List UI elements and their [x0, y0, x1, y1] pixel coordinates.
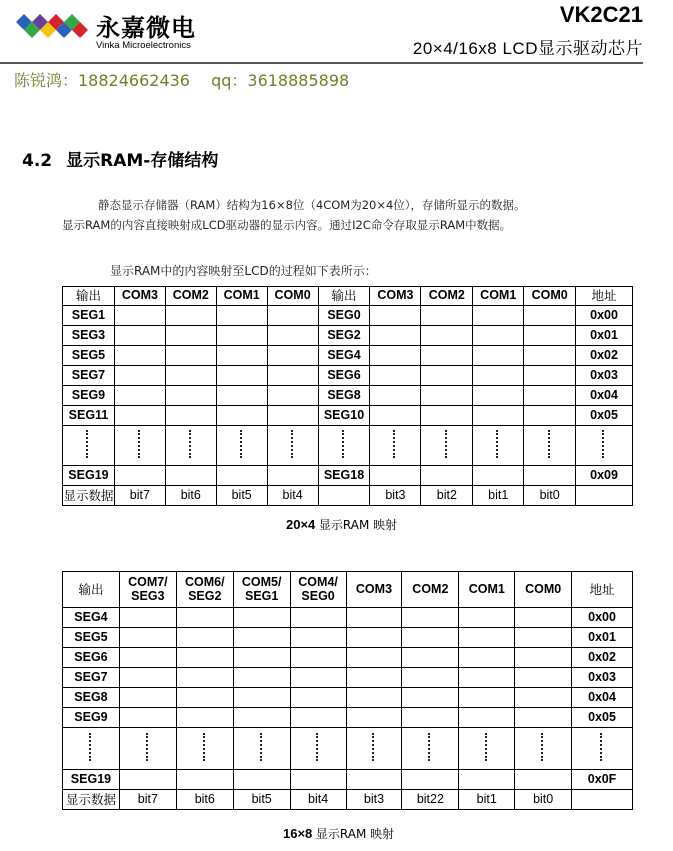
- header-cell: COM3: [370, 287, 421, 306]
- caption-number: 20×4: [286, 517, 316, 532]
- seg-cell: SEG19: [63, 466, 115, 486]
- vertical-ellipsis-icon: [203, 733, 207, 761]
- seg-cell: SEG3: [63, 326, 115, 346]
- vertical-ellipsis-icon: [316, 733, 320, 761]
- bit-cell: bit4: [267, 486, 318, 506]
- bit-cell: bit22: [402, 790, 459, 810]
- table-row: [63, 608, 633, 628]
- header-cell: COM5/ SEG1: [233, 572, 290, 608]
- bit-cell: bit6: [176, 790, 233, 810]
- paragraph-1: 静态显示存储器（RAM）结构为16×8位（4COM为20×4位），存储所显示的数据。: [98, 198, 526, 212]
- ellipsis-row: [63, 728, 633, 770]
- bit-cell: bit6: [165, 486, 216, 506]
- bit-cell: bit0: [524, 486, 576, 506]
- caption-text: 显示RAM 映射: [318, 518, 398, 532]
- vertical-ellipsis-icon: [541, 733, 545, 761]
- table-row: [63, 668, 633, 688]
- header-cell: 地址: [576, 287, 633, 306]
- header-cell: 输出: [63, 572, 120, 608]
- vertical-ellipsis-icon: [86, 430, 90, 458]
- bit-cell: bit4: [290, 790, 346, 810]
- header-cell: COM7/ SEG3: [119, 572, 176, 608]
- vertical-ellipsis-icon: [189, 430, 193, 458]
- table-row: [63, 386, 633, 406]
- address-cell: 0x09: [576, 466, 633, 486]
- header-cell: 输出: [318, 287, 370, 306]
- table-row: [63, 406, 633, 426]
- vertical-ellipsis-icon: [600, 733, 604, 761]
- header-cell: COM1: [216, 287, 267, 306]
- seg-cell: SEG4: [63, 608, 120, 628]
- bit-cell: bit0: [515, 790, 572, 810]
- address-cell: 0x00: [576, 306, 633, 326]
- ellipsis-row: [63, 426, 633, 466]
- address-cell: 0x02: [572, 648, 633, 668]
- bit-cell: bit5: [216, 486, 267, 506]
- seg-cell: SEG10: [318, 406, 370, 426]
- table-row: [63, 466, 633, 486]
- header-cell: 输出: [63, 287, 115, 306]
- seg-cell: SEG0: [318, 306, 370, 326]
- brand-name: 永嘉微电: [96, 14, 196, 42]
- vinka-logo-icon: [14, 12, 92, 46]
- chip-model: VK2C21: [559, 2, 643, 27]
- header-cell: COM1: [459, 572, 515, 608]
- seg-cell: SEG2: [318, 326, 370, 346]
- header-cell: COM2: [402, 572, 459, 608]
- address-cell: 0x01: [572, 628, 633, 648]
- seg-cell: SEG19: [63, 770, 120, 790]
- bit-cell: bit3: [370, 486, 421, 506]
- seg-cell: SEG5: [63, 346, 115, 366]
- seg-cell: SEG7: [63, 668, 120, 688]
- header-cell: COM2: [165, 287, 216, 306]
- caption-text: 显示RAM 映射: [315, 827, 395, 841]
- address-cell: 0x04: [576, 386, 633, 406]
- address-cell: 0x04: [572, 688, 633, 708]
- brand-subtitle: Vinka Microelectronics: [96, 40, 191, 51]
- vertical-ellipsis-icon: [393, 430, 397, 458]
- bit-cell: bit1: [459, 790, 515, 810]
- seg-cell: SEG6: [63, 648, 120, 668]
- address-cell: 0x00: [572, 608, 633, 628]
- header-cell: COM6/ SEG2: [176, 572, 233, 608]
- header-cell: COM0: [515, 572, 572, 608]
- header-cell: COM4/ SEG0: [290, 572, 346, 608]
- table-row: [63, 306, 633, 326]
- seg-cell: SEG7: [63, 366, 115, 386]
- paragraph-2: 显示RAM的内容直接映射成LCD驱动器的显示内容。通过I2C命令存取显示RAM中数据。: [62, 218, 512, 232]
- table2-caption: [283, 825, 394, 842]
- table-row: [63, 708, 633, 728]
- vertical-ellipsis-icon: [602, 430, 606, 458]
- header-cell: COM2: [421, 287, 473, 306]
- header-divider: [0, 62, 643, 64]
- header-cell: COM0: [524, 287, 576, 306]
- vertical-ellipsis-icon: [372, 733, 376, 761]
- contact-line: [14, 68, 349, 91]
- table-row: [63, 648, 633, 668]
- header-cell: COM1: [473, 287, 524, 306]
- address-cell: 0x03: [576, 366, 633, 386]
- seg-cell: SEG8: [318, 386, 370, 406]
- product-title: 20×4/16x8 LCD显示驱动芯片: [412, 39, 643, 58]
- vertical-ellipsis-icon: [146, 733, 150, 761]
- table-header-row: [63, 287, 633, 306]
- address-cell: 0x05: [576, 406, 633, 426]
- header-cell: 地址: [572, 572, 633, 608]
- seg-cell: SEG9: [63, 386, 115, 406]
- vertical-ellipsis-icon: [496, 430, 500, 458]
- table-header-row: [63, 572, 633, 608]
- contact-phone: 陈锐鸿：18824662436: [14, 71, 190, 90]
- header-cell: COM3: [114, 287, 165, 306]
- vertical-ellipsis-icon: [138, 430, 142, 458]
- address-cell: 0x03: [572, 668, 633, 688]
- vertical-ellipsis-icon: [445, 430, 449, 458]
- display-data-row: [63, 790, 633, 810]
- address-cell: 0x0F: [572, 770, 633, 790]
- bit-cell: bit3: [346, 790, 402, 810]
- display-data-label: 显示数据: [63, 486, 115, 506]
- display-data-label: 显示数据: [63, 790, 120, 810]
- table-row: [63, 770, 633, 790]
- section-heading: [22, 146, 218, 171]
- vertical-ellipsis-icon: [240, 430, 244, 458]
- caption-number: 16×8: [283, 826, 313, 841]
- bit-cell: bit1: [473, 486, 524, 506]
- paragraph-3: 显示RAM中的内容映射至LCD的过程如下表所示：: [110, 264, 377, 278]
- seg-cell: SEG9: [63, 708, 120, 728]
- header-cell: COM0: [267, 287, 318, 306]
- table-row: [63, 366, 633, 386]
- vertical-ellipsis-icon: [548, 430, 552, 458]
- seg-cell: SEG18: [318, 466, 370, 486]
- vertical-ellipsis-icon: [342, 430, 346, 458]
- section-title: 显示RAM-存储结构: [66, 151, 219, 171]
- table-row: [63, 628, 633, 648]
- seg-cell: SEG8: [63, 688, 120, 708]
- seg-cell: SEG11: [63, 406, 115, 426]
- seg-cell: SEG4: [318, 346, 370, 366]
- contact-qq: qq：3618885898: [211, 71, 350, 90]
- table-row: [63, 326, 633, 346]
- section-number: 4.2: [22, 151, 53, 171]
- bit-cell: bit2: [421, 486, 473, 506]
- vertical-ellipsis-icon: [260, 733, 264, 761]
- vertical-ellipsis-icon: [291, 430, 295, 458]
- seg-cell: SEG1: [63, 306, 115, 326]
- table-row: [63, 346, 633, 366]
- ram-map-table-16x8: [62, 571, 633, 810]
- address-cell: 0x05: [572, 708, 633, 728]
- seg-cell: SEG5: [63, 628, 120, 648]
- ram-map-table-20x4: [62, 286, 633, 506]
- header-cell: COM3: [346, 572, 402, 608]
- bit-cell: bit7: [114, 486, 165, 506]
- address-cell: 0x02: [576, 346, 633, 366]
- seg-cell: SEG6: [318, 366, 370, 386]
- display-data-row: [63, 486, 633, 506]
- bit-cell: bit7: [119, 790, 176, 810]
- table1-caption: [286, 516, 397, 533]
- bit-cell: bit5: [233, 790, 290, 810]
- address-cell: 0x01: [576, 326, 633, 346]
- vertical-ellipsis-icon: [89, 733, 93, 761]
- vertical-ellipsis-icon: [428, 733, 432, 761]
- table-row: [63, 688, 633, 708]
- vertical-ellipsis-icon: [485, 733, 489, 761]
